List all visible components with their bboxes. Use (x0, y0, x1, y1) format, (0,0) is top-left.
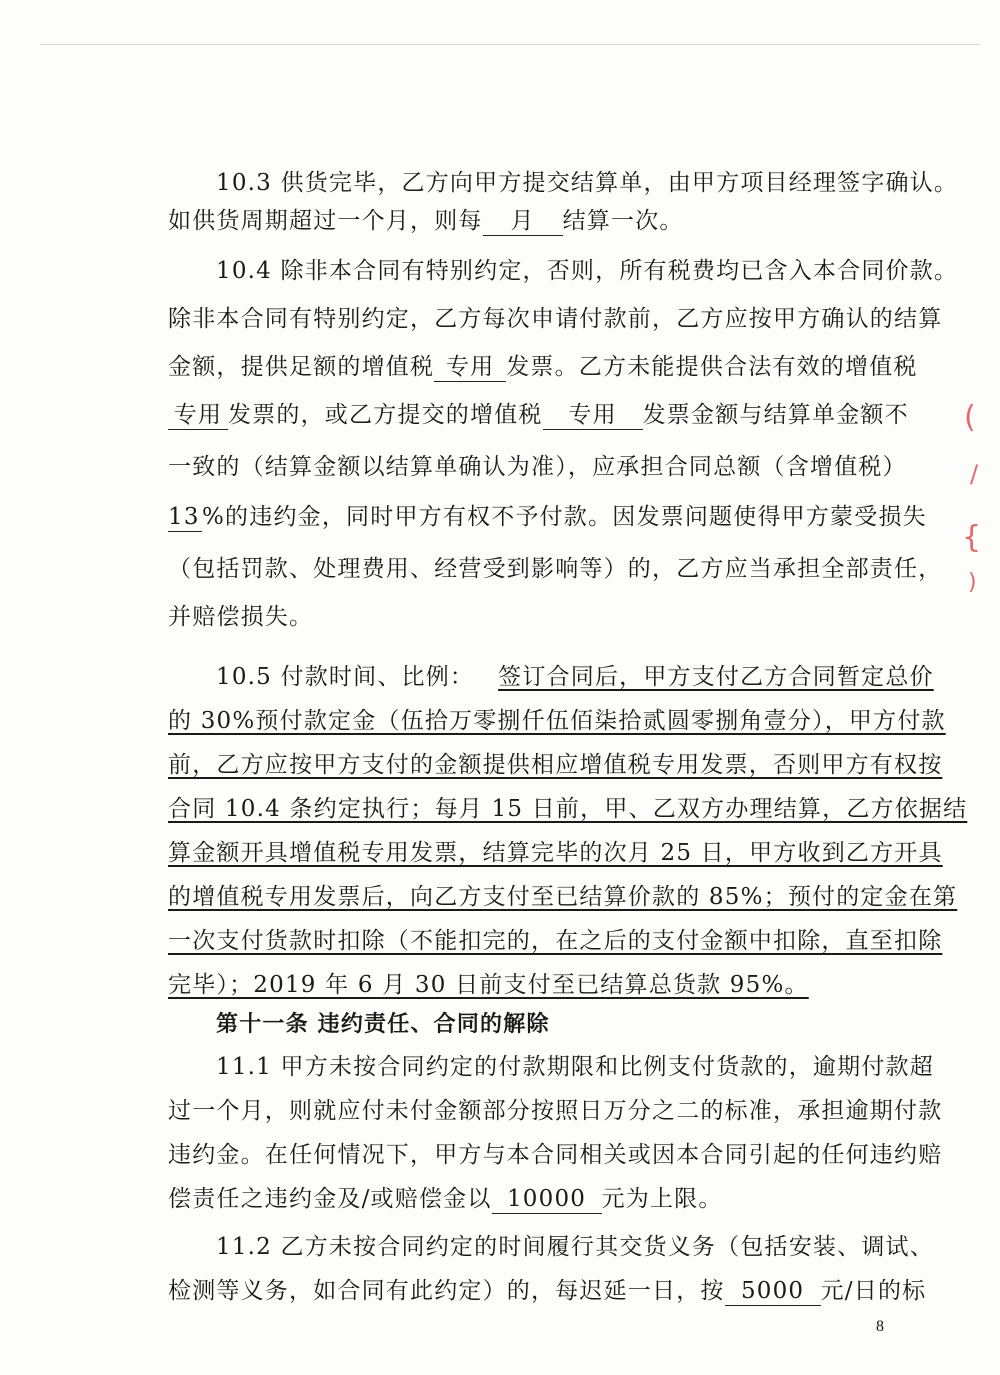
clause-10-5-line-6: 的增值税专用发票后，向乙方支付至已结算价款的 85%；预付的定金在第 (168, 884, 958, 910)
clause-10-4-line-1: 10.4 除非本合同有特别约定，否则，所有税费均已含入本合同价款。 (216, 258, 959, 284)
page-number: 8 (876, 1318, 884, 1335)
daily-penalty-field: 5000 (725, 1277, 821, 1306)
clause-10-4-line-3: 金额，提供足额的增值税 专用 发票。乙方未能提供合法有效的增值税 (168, 354, 918, 380)
clause-11-1-line-2: 过一个月，则就应付未付金额部分按照日万分之二的标准，承担逾期付款 (168, 1098, 943, 1124)
clause-10-4-line-5: 一致的（结算金额以结算单确认为准），应承担合同总额（含增值税） (168, 454, 907, 480)
clause-10-5-line-4: 合同 10.4 条约定执行；每月 15 日前，甲、乙双方办理结算，乙方依据结 (168, 796, 968, 822)
seal-stamp-fragment: ( / { ) (962, 400, 982, 595)
clause-11-2-line-2: 检测等义务，如合同有此约定）的，每迟延一日，按 5000 元/日的标 (168, 1278, 927, 1304)
clause-10-5-line-3: 前，乙方应按甲方支付的金额提供相应增值税专用发票，否则甲方有权按 (168, 752, 943, 778)
clause-11-1-line-4: 偿责任之违约金及/或赔偿金以 10000 元为上限。 (168, 1186, 723, 1212)
clause-11-1-line-1: 11.1 甲方未按合同约定的付款期限和比例支付货款的，逾期付款超 (216, 1054, 934, 1080)
settlement-period-field: 月 (483, 207, 563, 236)
clause-10-4-line-4: 专用 发票的，或乙方提交的增值税 专用 发票金额与结算单金额不 (168, 400, 909, 430)
liability-cap-field: 10000 (492, 1185, 602, 1214)
clause-10-4-line-2: 除非本合同有特别约定，乙方每次申请付款前，乙方应按甲方确认的结算 (168, 306, 943, 332)
clause-10-5-line-7: 一次支付货款时扣除（不能扣完的，在之后的支付金额中扣除，直至扣除 (168, 928, 943, 954)
clause-10-5-line-2: 的 30%预付款定金（伍拾万零捌仟伍佰柒拾贰圆零捌角壹分），甲方付款 (168, 708, 946, 734)
clause-10-5-line-1: 10.5 付款时间、比例： 签订合同后，甲方支付乙方合同暂定总价 (216, 664, 934, 690)
invoice-type-field-2: 专用 (168, 401, 228, 430)
clause-10-4-line-6: 13 %的违约金，同时甲方有权不予付款。因发票问题使得甲方蒙受损失 (168, 504, 927, 530)
article-11-title: 第十一条 违约责任、合同的解除 (216, 1012, 550, 1037)
clause-10-5-label: 10.5 付款时间、比例： (216, 664, 475, 690)
clause-11-1-line-3: 违约金。在任何情况下，甲方与本合同相关或因本合同引起的任何违约赔 (168, 1142, 943, 1168)
clause-10-4-line-7: （包括罚款、处理费用、经营受到影响等）的，乙方应当承担全部责任， (168, 556, 943, 582)
clause-10-5-line-8: 完毕）；2019 年 6 月 30 日前支付至已结算总货款 95%。 (168, 972, 809, 998)
clause-10-5-line-5: 算金额开具增值税专用发票，结算完毕的次月 25 日，甲方收到乙方开具 (168, 840, 943, 866)
clause-10-3-line-1: 10.3 供货完毕，乙方向甲方提交结算单，由甲方项目经理签字确认。 (216, 170, 959, 196)
penalty-percent-field: 13 (168, 503, 202, 532)
page-top-rule (40, 44, 980, 45)
invoice-type-field-1: 专用 (434, 353, 506, 382)
clause-10-3-line-2: 如供货周期超过一个月，则每 月 结算一次。 (168, 208, 684, 234)
clause-10-4-line-8: 并赔偿损失。 (168, 604, 314, 630)
invoice-type-field-3: 专用 (543, 401, 643, 430)
clause-11-2-line-1: 11.2 乙方未按合同约定的时间履行其交货义务（包括安装、调试、 (216, 1234, 934, 1260)
